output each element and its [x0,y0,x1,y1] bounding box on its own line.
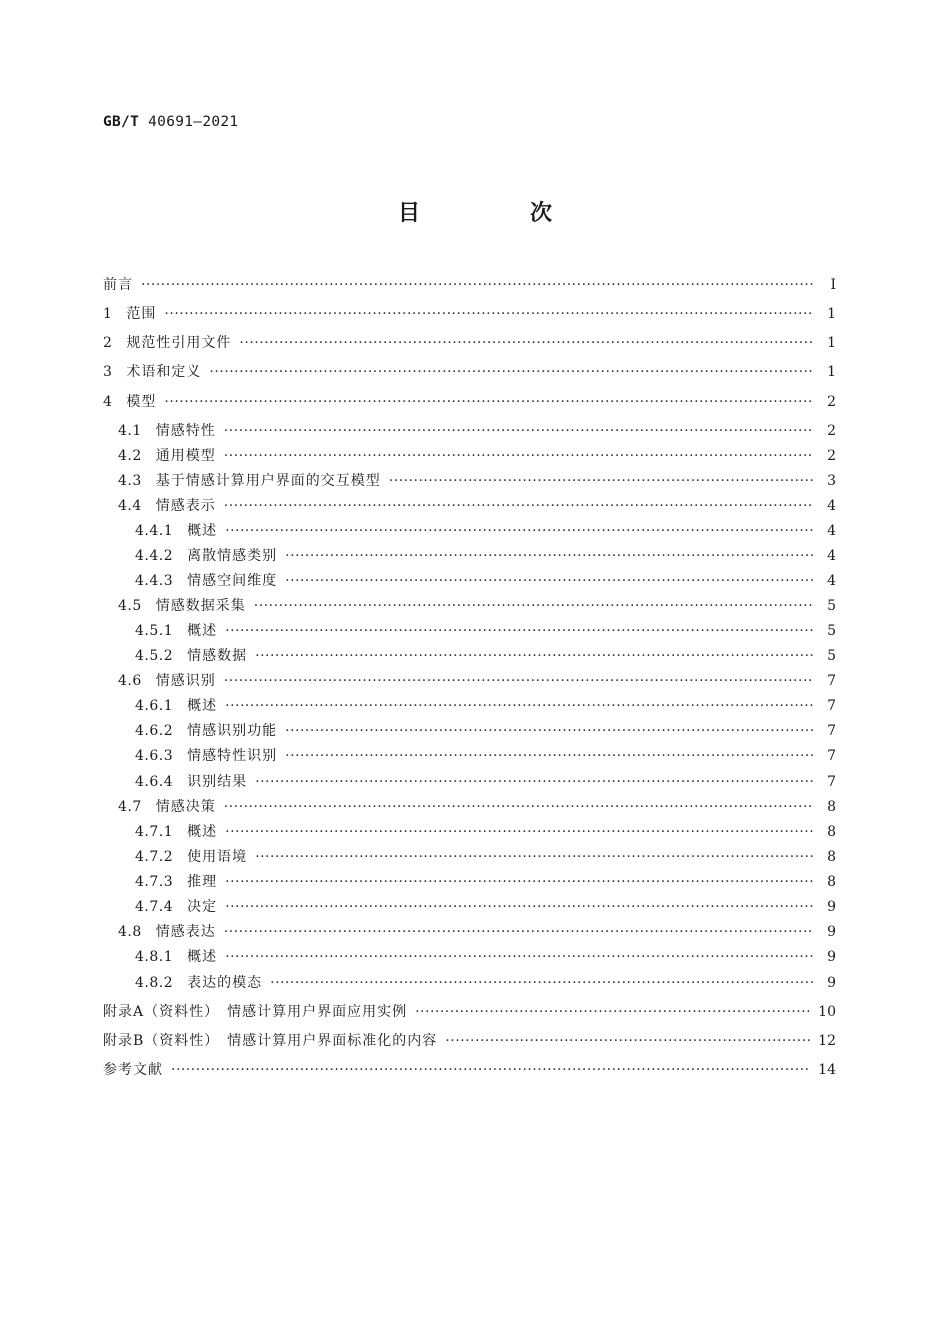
toc-entry-title: 附录B（资料性） 情感计算用户界面标准化的内容 [103,1033,438,1049]
toc-entry-number: 4.6.2 [135,723,174,739]
toc-entry-title: 基于情感计算用户界面的交互模型 [155,473,381,489]
toc-entry[interactable] [0,645,950,667]
toc-dot-leader [225,871,814,893]
toc-entry-page: 8 [827,799,836,815]
toc-dot-leader [239,332,814,354]
toc-entry-number: 4.7.2 [135,849,174,865]
toc-entry-title: 通用模型 [155,448,216,464]
toc-entry-page: 7 [827,723,836,739]
toc-dot-leader [255,645,814,667]
toc-dot-leader [209,361,814,383]
toc-entry[interactable] [0,332,950,354]
toc-entry-title: 规范性引用文件 [126,335,232,351]
toc-entry-page: 5 [827,648,836,664]
toc-dot-leader [255,771,814,793]
toc-entry-number: 4.5.2 [135,648,174,664]
toc-entry[interactable] [0,1001,950,1023]
toc-entry[interactable] [0,570,950,592]
toc-entry-title: 情感特性 [155,423,216,439]
toc-entry-number: 3 [103,364,113,380]
toc-entry-page: 9 [827,899,836,915]
toc-entry-title: 使用语境 [187,849,248,865]
toc-entry-page: 2 [827,394,836,410]
toc-entry-page: 8 [827,849,836,865]
toc-entry-number: 4.6.3 [135,748,174,764]
toc-entry-page: 9 [827,949,836,965]
standard-code [103,114,238,130]
toc-entry[interactable] [0,420,950,442]
toc-entry-number: 4.6.1 [135,698,174,714]
toc-entry[interactable] [0,846,950,868]
toc-entry-page: 7 [827,774,836,790]
toc-dot-leader [225,695,814,717]
toc-dot-leader [224,921,814,943]
toc-entry-number: 4.8.2 [135,975,174,991]
toc-entry-page: 7 [827,748,836,764]
toc-entry-title: 情感表达 [155,924,216,940]
toc-entry-title: 参考文献 [103,1062,163,1078]
toc-entry-title: 情感数据 [187,648,248,664]
toc-entry-number: 1 [103,306,113,322]
toc-entry-page: 4 [827,498,836,514]
toc-dot-leader [225,620,814,642]
toc-dot-leader [225,896,814,918]
toc-entry-page: 4 [827,523,836,539]
toc-entry[interactable] [0,595,950,617]
toc-entry-page: 7 [827,673,836,689]
toc-entry[interactable] [0,720,950,742]
toc-dot-leader [254,595,814,617]
toc-entry-page: 4 [827,573,836,589]
toc-entry-page: 8 [827,824,836,840]
toc-dot-leader [270,972,814,994]
toc-entry-page: 4 [827,548,836,564]
toc-dot-leader [224,420,814,442]
toc-entry-title: 概述 [187,949,218,965]
toc-dot-leader [255,846,814,868]
toc-entry-number: 4.7.1 [135,824,174,840]
toc-entry-title: 模型 [126,394,157,410]
toc-entry-title: 情感决策 [155,799,216,815]
toc-entry[interactable] [0,470,950,492]
toc-entry-title: 概述 [187,698,218,714]
toc-dot-leader [224,445,814,467]
toc-dot-leader [164,303,814,325]
toc-entry[interactable] [0,821,950,843]
toc-dot-leader [224,796,814,818]
toc-entry[interactable] [0,545,950,567]
toc-entry-number: 4.3 [118,473,142,489]
toc-entry-page: 5 [827,598,836,614]
toc-entry-page: 7 [827,698,836,714]
toc-entry-title: 术语和定义 [126,364,202,380]
toc-entry[interactable] [0,972,950,994]
toc-entry-title: 情感识别功能 [187,723,278,739]
toc-entry-title: 情感识别 [155,673,216,689]
toc-entry-number: 4.8.1 [135,949,174,965]
toc-entry[interactable] [0,771,950,793]
toc-dot-leader [389,470,814,492]
toc-entry-page: 1 [827,306,836,322]
toc-entry[interactable] [0,274,950,296]
toc-entry-number: 4.6 [118,673,142,689]
toc-dot-leader [141,274,814,296]
toc-entry[interactable] [0,946,950,968]
toc-entry[interactable] [0,391,950,413]
toc-dot-leader [225,946,814,968]
toc-dot-leader [285,570,814,592]
toc-entry-number: 4 [103,394,113,410]
toc-entry-number: 2 [103,335,113,351]
toc-entry-number: 4.4.1 [135,523,174,539]
toc-entry[interactable] [0,495,950,517]
toc-entry-page: 12 [818,1033,836,1049]
toc-entry[interactable] [0,695,950,717]
toc-entry-number: 4.7.4 [135,899,174,915]
toc-entry-number: 4.2 [118,448,142,464]
toc-dot-leader [225,821,814,843]
toc-entry-title: 推理 [187,874,218,890]
toc-entry[interactable] [0,445,950,467]
toc-entry-page: 1 [827,335,836,351]
toc-entry-number: 4.5 [118,598,142,614]
toc-dot-leader [171,1059,810,1081]
toc-dot-leader [224,495,814,517]
toc-entry-title: 范围 [126,306,157,322]
toc-entry-title: 情感数据采集 [155,598,246,614]
toc-entry-title: 情感表示 [155,498,216,514]
toc-entry[interactable] [0,1030,950,1052]
toc-entry-page: 2 [827,448,836,464]
toc-entry-page: 5 [827,623,836,639]
toc-entry-number: 4.8 [118,924,142,940]
toc-entry-page: 10 [818,1004,836,1020]
toc-entry-title: 表达的模态 [187,975,263,991]
toc-entry[interactable] [0,1059,950,1081]
page-title: 目 次 [397,201,596,226]
toc-entry-page: Ⅰ [830,277,836,293]
toc-entry-title: 情感空间维度 [187,573,278,589]
toc-entry-page: 3 [827,473,836,489]
toc-entry-page: 1 [827,364,836,380]
toc-dot-leader [164,391,814,413]
toc-entry[interactable] [0,670,950,692]
toc-entry-page: 2 [827,423,836,439]
standard-prefix: GB/T [103,114,140,130]
toc-entry-title: 识别结果 [187,774,248,790]
toc-entry[interactable] [0,303,950,325]
toc-dot-leader [285,545,814,567]
toc-entry-title: 概述 [187,824,218,840]
toc-entry-title: 决定 [187,899,218,915]
toc-entry[interactable] [0,620,950,642]
toc-dot-leader [224,670,814,692]
toc-entry[interactable] [0,921,950,943]
toc-entry-number: 4.4.3 [135,573,174,589]
toc-entry[interactable] [0,796,950,818]
toc-entry-number: 4.4.2 [135,548,174,564]
toc-entry-page: 9 [827,975,836,991]
toc-entry-number: 4.7 [118,799,142,815]
toc-entry-title: 前言 [103,277,133,293]
toc-entry-title: 情感特性识别 [187,748,278,764]
toc-entry-number: 4.7.3 [135,874,174,890]
toc-entry-page: 14 [818,1062,836,1078]
toc-entry-number: 4.6.4 [135,774,174,790]
toc-entry[interactable] [0,896,950,918]
toc-entry-page: 8 [827,874,836,890]
toc-entry[interactable] [0,361,950,383]
toc-entry[interactable] [0,520,950,542]
toc-dot-leader [445,1030,810,1052]
toc-entry[interactable] [0,745,950,767]
toc-entry-title: 概述 [187,523,218,539]
standard-number: 40691—2021 [148,114,239,130]
toc-entry[interactable] [0,871,950,893]
toc-entry-title: 离散情感类别 [187,548,278,564]
toc-entry-title: 附录A（资料性） 情感计算用户界面应用实例 [103,1004,408,1020]
toc-entry-title: 概述 [187,623,218,639]
toc-dot-leader [285,720,814,742]
toc-entry-number: 4.1 [118,423,142,439]
toc-entry-page: 9 [827,924,836,940]
toc-entry-number: 4.5.1 [135,623,174,639]
toc-entry-number: 4.4 [118,498,142,514]
toc-dot-leader [285,745,814,767]
toc-dot-leader [415,1001,810,1023]
toc-dot-leader [225,520,814,542]
